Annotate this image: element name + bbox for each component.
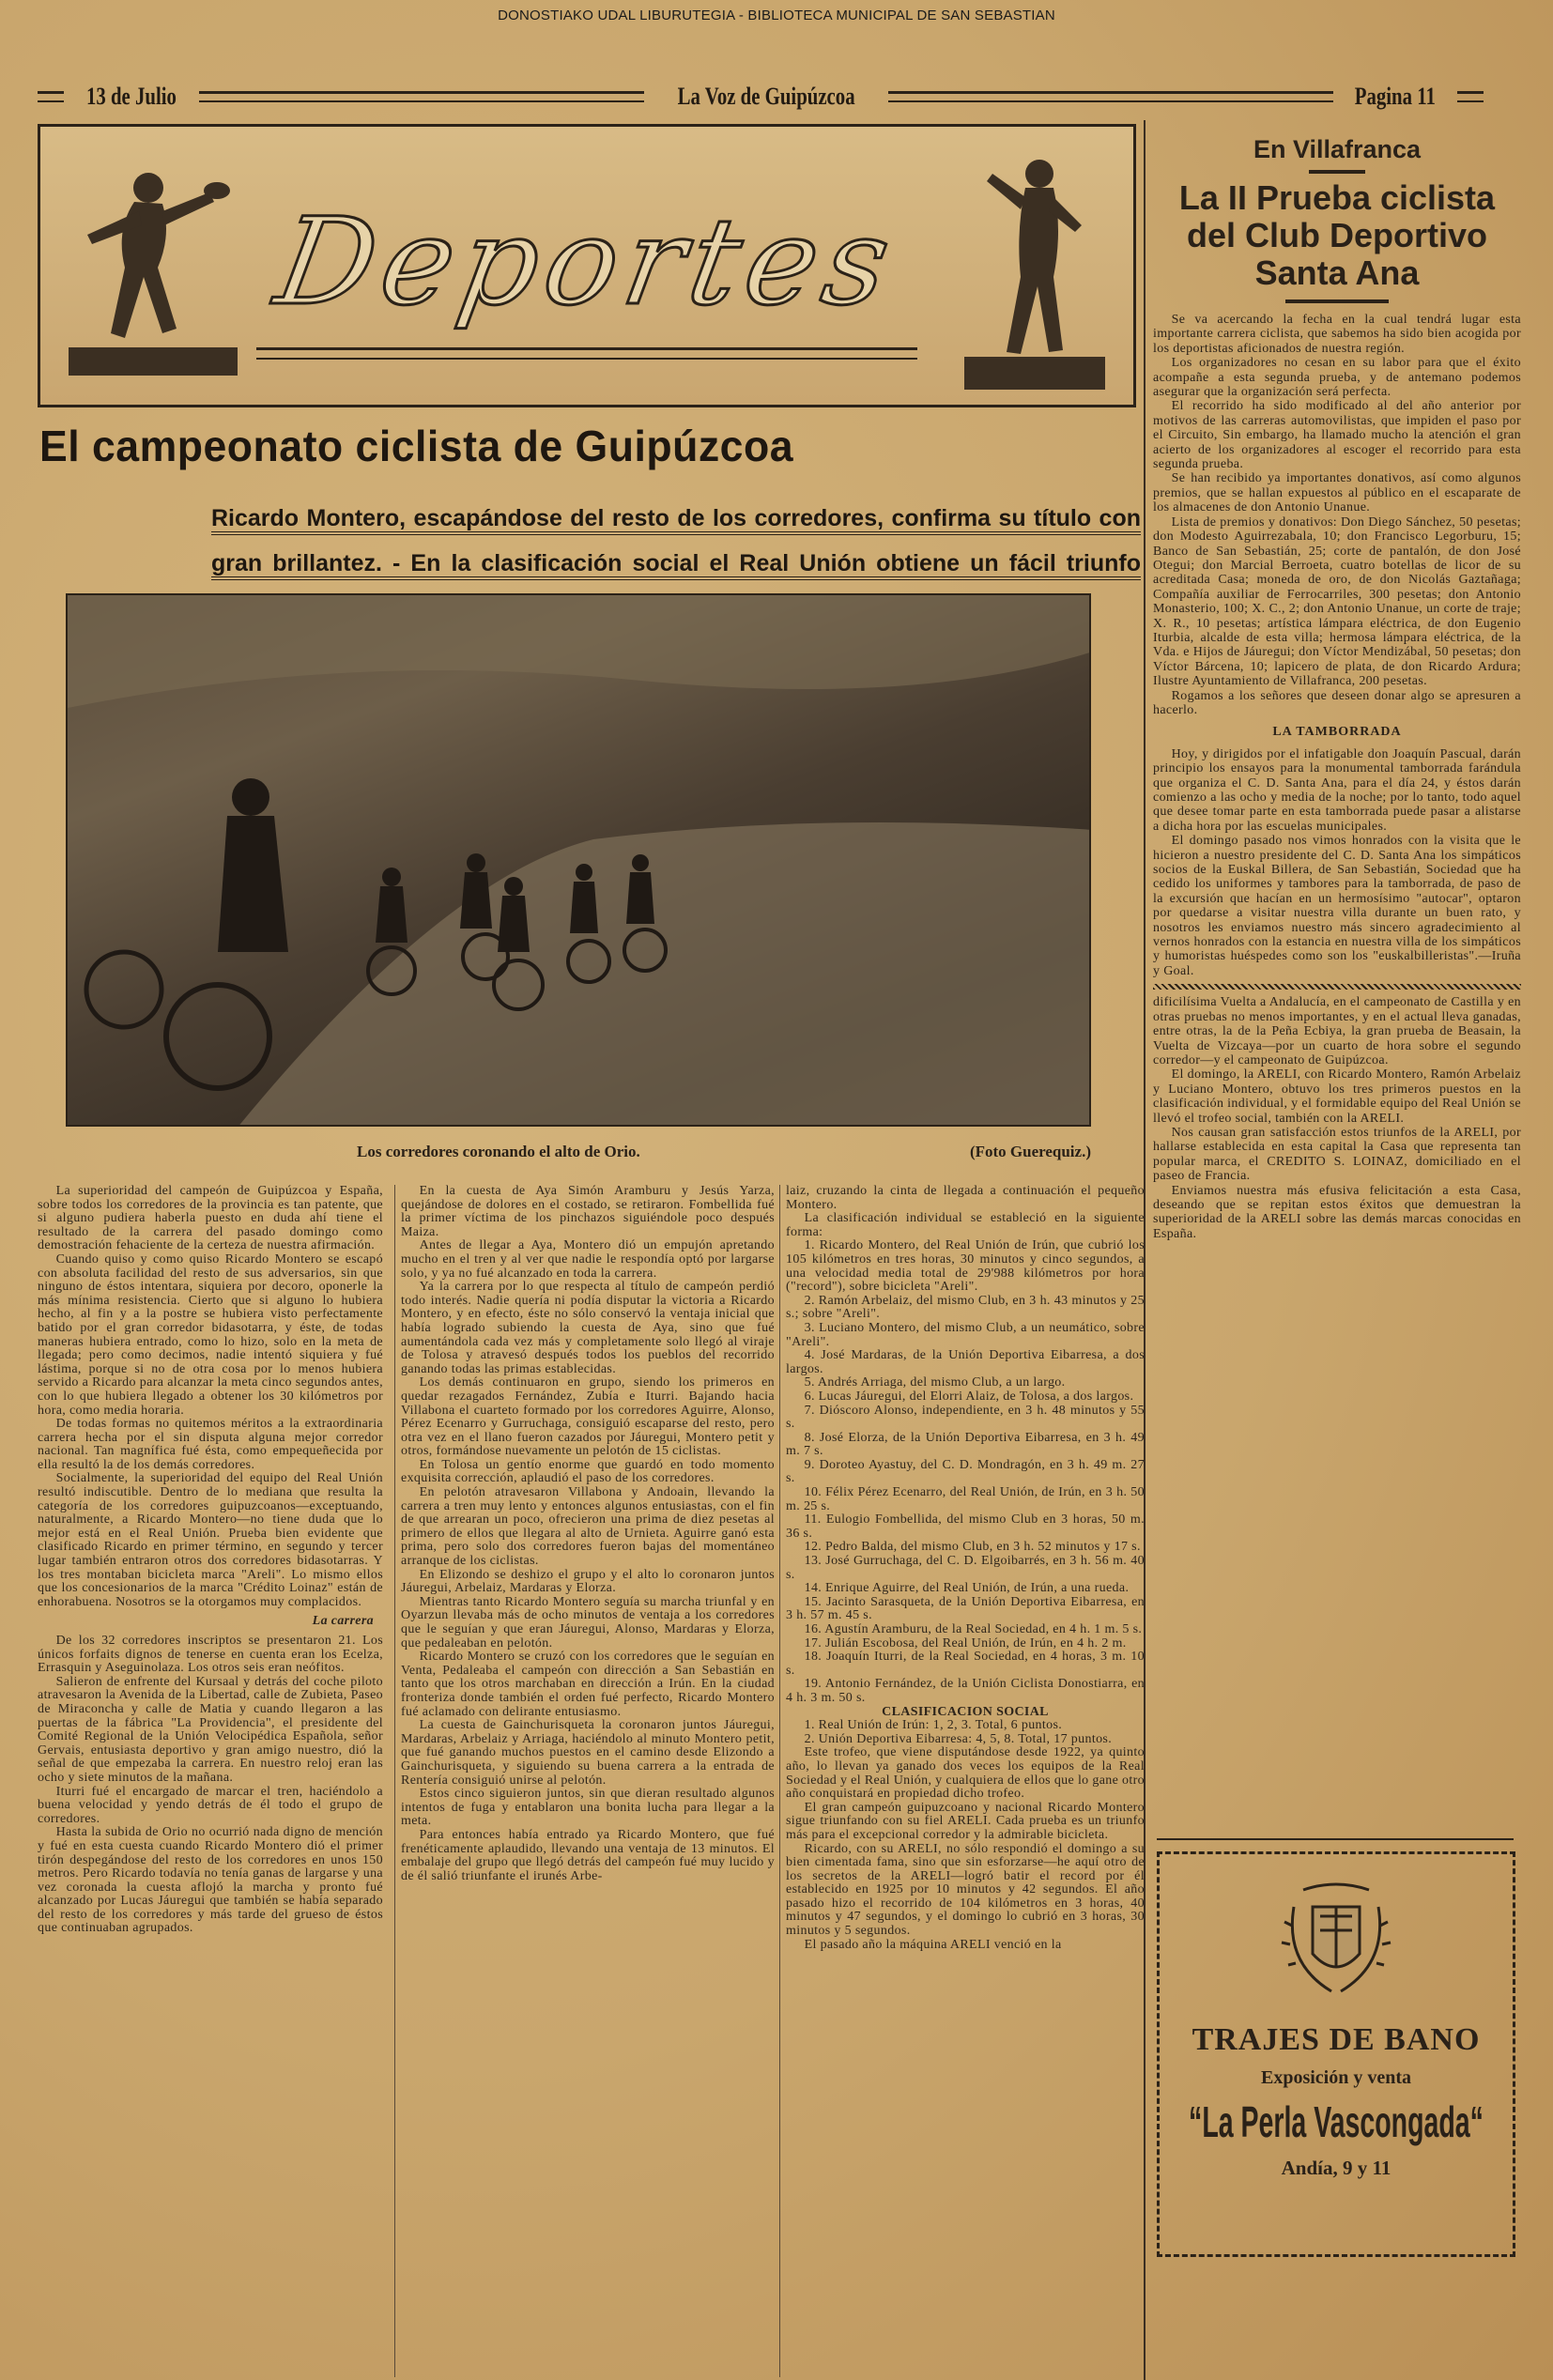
classification-item: 5. Andrés Arriaga, del mismo Club, a un largo. bbox=[804, 1375, 1066, 1390]
deportes-banner bbox=[38, 124, 1136, 407]
advertisement-box bbox=[1157, 1851, 1515, 2257]
paragraph: Nos causan gran satisfacción estos triunfos de la ARELI, por hallarse establecida en esta capital la Casa que representa tan popular marca, el CREDITO S. LOINAZ, domiciliado en el paseo de Francia. bbox=[1153, 1125, 1521, 1184]
paragraph: El pasado año la máquina ARELI venció en la bbox=[804, 1937, 1062, 1952]
discus-thrower-icon bbox=[59, 146, 247, 390]
ad-brand: “La Perla Vascongada“ bbox=[1189, 2097, 1484, 2146]
photo-credit: (Foto Guerequiz.) bbox=[969, 1143, 1091, 1160]
masthead bbox=[38, 83, 1484, 111]
masthead-newspaper: La Voz de Guipúzcoa bbox=[677, 83, 855, 110]
cyclists-photo-icon bbox=[68, 595, 1091, 1127]
side-article bbox=[1153, 122, 1521, 1241]
individual-classification-list bbox=[786, 1239, 1145, 1705]
side-body bbox=[1153, 313, 1521, 1241]
subheadline-text: Ricardo Montero, escapándose del resto de los corredores, confirma su título con gran brillantez. - En la clasificación social el Real Unión obtiene un fácil triunfo bbox=[211, 505, 1141, 580]
classification-item: 8. José Elorza, de la Unión Deportiva Eibarresa, en 3 h. 49 m. 7 s. bbox=[786, 1430, 1145, 1459]
classification-item: 7. Dióscoro Alonso, independiente, en 3 h. 48 minutos y 55 s. bbox=[786, 1403, 1145, 1432]
classification-item: 14. Enrique Aguirre, del Real Unión, de Irún, a una rueda. bbox=[804, 1581, 1130, 1596]
classification-item: 16. Agustín Aramburu, de la Real Sociedad, en 4 h. 1 m. 5 s. bbox=[804, 1622, 1143, 1636]
paragraph: El recorrido ha sido modificado al del año anterior por motivos de las carreras automovilistas, que impiden el paso por el Circuito, Sin embargo, ha llamado mucho la atención el gran acierto de los organizadores al escoger el recorrido para esta segunda prueba. bbox=[1153, 399, 1521, 472]
coat-of-arms-icon bbox=[1160, 1879, 1513, 2005]
classification-item: 6. Lucas Jáuregui, del Elorri Alaiz, de Tolosa, a dos largos. bbox=[804, 1389, 1134, 1404]
classification-item: 2. Ramón Arbelaiz, del mismo Club, en 3 h. 43 minutos y 25 s.; sobre "Areli". bbox=[786, 1293, 1145, 1322]
classification-item: 3. Luciano Montero, del mismo Club, a un neumático, sobre "Areli". bbox=[786, 1320, 1145, 1349]
classification-item: 10. Félix Pérez Ecenarro, del Real Unión, de Irún, en 3 h. 50 m. 25 s. bbox=[786, 1485, 1145, 1513]
paragraph: Se va acercando la fecha en la cual tendrá lugar esta importante carrera ciclista, que sabemos ha sido bien acogida por los deportistas aficionados de nuestra región. bbox=[1153, 313, 1521, 356]
article-column-2 bbox=[394, 1185, 775, 2377]
banner-underline bbox=[256, 347, 917, 360]
paragraph: El domingo, la ARELI, con Ricardo Montero, Ramón Arbelaiz y Luciano Montero, obtuvo los tres primeros puestos en la clasificación individual, y el formidable equipo del Real Unión se llevó el trofeo social, también con la ARELI. bbox=[1153, 1067, 1521, 1126]
classification-item: 18. Joaquín Iturri, de la Real Sociedad, en 4 horas, 3 m. 10 s. bbox=[786, 1650, 1145, 1678]
main-headline: El campeonato ciclista de Guipúzcoa bbox=[39, 422, 793, 470]
masthead-rule bbox=[38, 91, 64, 102]
paragraph: Lista de premios y donativos: Don Diego Sánchez, 50 pesetas; don Modesto Aguirrezabala, 10; don Francisco Legorburu, 15; Banco de San Sebastián, 25; corte de pantalón, de don José Otegui; don Marcial Berroeta, cuatro botellas de licor de su acreditada Casa; moneda de oro, de don Nicolás Gaztañaga; Compañía auxiliar de Ferrocarriles, 300 pesetas; don Antonio Monasterio, 100; X. C., 2; don Antonio Unanue, un corte de traje; X. R., 10 pesetas; artística lámpara eléctrica, de don Eugenio Iturbia, alcalde de esta villa; hermosa lámpara eléctrica, de la Vda. e Hijos de Jáuregui; don Víctor Mendizábal, 50 pesetas; don Víctor Bárcena, 10; lapicero de plata, de don Ricardo Ardura; Ilustre Ayuntamiento de Villafranca, 200 pesetas. bbox=[1153, 514, 1521, 689]
classification-item: 4. José Mardaras, de la Unión Deportiva Eibarresa, a dos largos. bbox=[786, 1348, 1145, 1376]
paragraph: Cuando quiso y como quiso Ricardo Montero se escapó con absoluta facilidad del resto de sus adversarios, sin que ninguno de éstos intentara, siquiera por decoro, oponerle la más mínima resistencia. Cierto que si alguno lo hubiera hecho, al fin y a la postre se hubiera visto perfectamente batido por el gran corredor bidasotarra, y éste, de todas maneras hubiera entrado, como lo hizo, solo en la meta de llegada; pero como decimos, nadie intentó siquiera y fué lástima, porque si no de otra cosa por lo menos hubiera servido a Ricardo para alcanzar la meta cinco segundos antes, con lo que hubiera llegado a obtener los 30 kilómetros por hora, como media horaria. bbox=[38, 1251, 383, 1418]
paragraph: Este trofeo, que viene disputándose desde 1922, ya quinto año, lo llevan ya ganado dos veces los equipos de la Real Sociedad y el Real Unión, y cualquiera de ellos que lo gane otro año conquistará en propiedad dicho trofeo. bbox=[786, 1745, 1145, 1802]
paragraph: Ricardo, con su ARELI, no sólo respondió el domingo a su bien cimentada fama, sino que sin esforzarse—he aquí otro de los secretos de la ARELI—logró batir el record por él establecido en 1925 por 10 minutos y 42 segundos. El año pasado hizo el recorrido de 104 kilómetros en 3 horas, 40 minutos y 47 segundos, y el domingo lo cubrió en 3 horas, 30 minutos y 5 segundos. bbox=[786, 1841, 1145, 1939]
classification-item: 9. Doroteo Ayastuy, del C. D. Mondragón, en 3 h. 49 m. 27 s. bbox=[786, 1457, 1145, 1486]
side-headline: La II Prueba ciclista del Club Deportivo Santa Ana bbox=[1178, 178, 1496, 292]
classification-item: 19. Antonio Fernández, de la Unión Ciclista Donostiarra, en 4 h. 3 m. 50 s. bbox=[786, 1677, 1145, 1705]
classification-item: 12. Pedro Balda, del mismo Club, en 3 h. 52 minutos y 17 s. bbox=[804, 1540, 1141, 1555]
race-photo bbox=[66, 593, 1091, 1127]
article-column-1 bbox=[38, 1185, 383, 2377]
section-label: La carrera bbox=[312, 1614, 374, 1629]
paragraph: En Elizondo se deshizo el grupo y el alto lo coronaron juntos Jáuregui, Arbelaiz, Mardaras y Elorza. bbox=[401, 1567, 775, 1596]
main-subheadline bbox=[211, 496, 1141, 586]
wavy-divider bbox=[1153, 984, 1521, 990]
classification-item: 13. José Gurruchaga, del C. D. Elgoibarrés, en 3 h. 56 m. 40 s. bbox=[786, 1554, 1145, 1582]
paragraph: El gran campeón guipuzcoano y nacional Ricardo Montero sigue triunfando con su fiel ARELI. Cada prueba es un triunfo más para el excepcional corredor y la admirable bicicleta. bbox=[786, 1800, 1145, 1842]
paragraph: La superioridad del campeón de Guipúzcoa y España, sobre todos los corredores de la provincia es tan patente, que si alguno pudiera haberla puesto en duda ahí tiene el resultado de la carrera del pasado domingo como demostración fehaciente de la certeza de nuestra afirmación. bbox=[38, 1185, 383, 1253]
divider bbox=[1285, 299, 1389, 303]
paragraph: Iturri fué el encargado de marcar el tren, haciéndolo a buena velocidad y yendo detrás de él todo el grupo de corredores. bbox=[38, 1784, 383, 1826]
paragraph: Para entonces había entrado ya Ricardo Montero, que fué frenéticamente aplaudido, llevando una ventaja de 13 minutos. El embalaje del grupo que llegó detrás del campeón fué muy lucido y de él salió triunfante el irunés Arbe- bbox=[401, 1827, 775, 1883]
classification-item: 1. Real Unión de Irún: 1, 2, 3. Total, 6 puntos. bbox=[804, 1718, 1063, 1733]
paragraph: Enviamos nuestra más efusiva felicitación a esta Casa, deseando que se repitan estos éxitos que demuestran la superioridad de la ARELI sobre las demás marcas conocidas en España. bbox=[1153, 1183, 1521, 1241]
banner-title: Deportes bbox=[267, 192, 907, 332]
classification-item: 11. Eulogio Fombellida, del mismo Club en 3 horas, 50 m. 36 s. bbox=[786, 1512, 1145, 1541]
paragraph: La cuesta de Gainchurisqueta la coronaron juntos Jáuregui, Mardaras, Arbelaiz y Arriaga, haciéndolo al minuto Montero petit, que fué ganando muchos puestos en el camino desde Elizondo a Gainchurisqueta, y siguiendo su buena carrera a la entrada de Rentería consiguió unirse al pelotón. bbox=[401, 1718, 775, 1788]
paragraph: En pelotón atravesaron Villabona y Andoain, llevando la carrera a tren muy lento y entonces algunos entusiastas, con el fin de que arrearan un poco, ofrecieron una prima de diez pesetas al primero de ellos que llegara al alto de Urnieta. Aguirre ganó esta prima, pero solo dos corredores fueron bajas del momentáneo arranque de los ciclistas. bbox=[401, 1485, 775, 1569]
masthead-page: Pagina 11 bbox=[1355, 83, 1437, 110]
paragraph: Los demás continuaron en grupo, siendo los primeros en quedar rezagados Fernández, Zubía e Iturri. Bajando hacia Villabona el cuarteto formado por los corredores Aguirre, Alonso, Pérez Ecenarro y Gurruchaga, consiguió escaparse del resto, pero otra vez en el llano fueron cazados por Jáuregui, Montero petit y otros, formándose nuevamente un pelotón de 15 ciclistas. bbox=[401, 1375, 775, 1459]
paragraph: El domingo pasado nos vimos honrados con la visita que le hicieron a nuestro presidente del C. D. Santa Ana los simpáticos socios de la Euskal Billera, de San Sebastián, Sociedad que ha cedido los uniformes y tambores para la tamborrada, de paso de la excursión que hacían en un hermosísimo "autocar", optaron por quedarse a visitar nuestra villa durante un buen rato, y nosotros les enviamos nuestro más sincero agradecimiento al vernos honrados con la estancia en nuestra villa de los simpáticos y humoristas huéspedes como son los "euskalbilleristas".—Iruña y Goal. bbox=[1153, 834, 1521, 978]
article-column-3 bbox=[779, 1185, 1145, 2377]
ad-title: TRAJES DE BANO bbox=[1192, 2022, 1481, 2057]
paragraph: Estos cinco siguieron juntos, sin que dieran resultado algunos intentos de fuga y entablaron una bonita lucha para llegar a la meta. bbox=[401, 1787, 775, 1829]
masthead-date: 13 de Julio bbox=[85, 83, 177, 110]
classification-item: 17. Julián Escobosa, del Real Unión, de Irún, en 4 h. 2 m. bbox=[804, 1635, 1127, 1651]
masthead-rule bbox=[1457, 91, 1484, 102]
paragraph: Los organizadores no cesan en su labor para que el éxito acompañe a esta segunda prueba, y de antemano podemos asegurar que la organización será perfecta. bbox=[1153, 356, 1521, 400]
masthead-rule bbox=[888, 91, 1333, 102]
classification-item: 1. Ricardo Montero, del Real Unión de Irún, que cubrió los 105 kilómetros en tres horas, 30 minutos y cinco segundos, a una velocidad media total de 29'988 kilómetros por hora ("record"), sobre bicicleta "Areli". bbox=[786, 1238, 1145, 1295]
ad-subtitle: Exposición y venta bbox=[1260, 2067, 1412, 2088]
classification-item: 2. Unión Deportiva Eibarresa: 4, 5, 8. Total, 17 puntos. bbox=[804, 1731, 1113, 1746]
paragraph: laiz, cruzando la cinta de llegada a continuación el pequeño Montero. bbox=[786, 1185, 1145, 1212]
paragraph: Mientras tanto Ricardo Montero seguía su marcha triunfal y en Oyarzun llevaba más de ocho minutos de ventaja a los corredores que le seguían y que eran Jáuregui, Alonso, Mardaras y Elorza, que pedaleaban en pelotón. bbox=[401, 1594, 775, 1651]
paragraph: En la cuesta de Aya Simón Aramburu y Jesús Yarza, quejándose de dolores en el costado, se retiraron. Fombellida fué la primer víctima de los pinchazos siguiéndole poco después Maiza. bbox=[401, 1185, 775, 1239]
divider bbox=[1309, 170, 1365, 174]
paragraph: Hasta la subida de Orio no ocurrió nada digno de mención y fué en esta cuesta cuando Ricardo Montero dió el primer tirón despegándose del resto de los corredores en unos 150 metros. Pero Ricardo todavía no tenía ganas de largarse y una vez coronada la cuesta aflojó la marcha y pronto fué alcanzado por Lucas Jáuregui que también se había separado del resto de los corredores y más tarde del grueso de éstos que continuaban agrupados. bbox=[38, 1825, 383, 1936]
archive-header: DONOSTIAKO UDAL LIBURUTEGIA - BIBLIOTECA MUNICIPAL DE SAN SEBASTIAN bbox=[498, 8, 1055, 23]
paragraph: De todas formas no quitemos méritos a la extraordinaria carrera hecha por el sin disputa alguna mejor corredor nacional. Tan magnífica fué ésta, como empequeñecida por ella resultó la de los demás corredores. bbox=[38, 1417, 383, 1472]
paragraph: En Tolosa un gentío enorme que guardó en todo momento exquisita corrección, aplaudió el paso de los corredores. bbox=[401, 1457, 775, 1486]
photo-caption: Los corredores coronando el alto de Orio. bbox=[357, 1143, 640, 1160]
paragraph: La clasificación individual se estableció en la siguiente forma: bbox=[786, 1211, 1145, 1239]
social-classification-label: CLASIFICACION SOCIAL bbox=[882, 1704, 1049, 1719]
paragraph: Salieron de enfrente del Kursaal y detrás del coche piloto atravesaron la Avenida de la Libertad, calle de Zubieta, Paseo de Miraconcha y calle de Matia y cuando llegaron a las puertas de la fábrica "La Providencia", el presidente del Comité Regional de la Unión Velocipédica Española, señor Gervais, entusiasta deportivo y gran amigo nuestro, dió la señal de que empezaba la carrera. En nuestro reloj eran las ocho y siete minutos de la mañana. bbox=[38, 1674, 383, 1785]
paragraph: Ricardo Montero se cruzó con los corredores que le seguían en Venta, Pedaleaba el campeón con dirección a San Sebastián en tanto que los otros marchaban en dirección a Irún. En la ciudad fronteriza donde también el orden fué perfecto, Ricardo Montero fué aclamado con delirante entusiasmo. bbox=[401, 1650, 775, 1719]
side-kicker: En Villafranca bbox=[1253, 135, 1422, 163]
paragraph: dificilísima Vuelta a Andalucía, en el campeonato de Castilla y en otras pruebas no menos importantes, y en el actual lleva ganadas, entre otras, la de la Peña Ecbiya, la gran prueba de Beasain, la Vuelta de Vizcaya—por un cuarto de hora sobre el segundo corredor—y el campeonato de Guipúzcoa. bbox=[1153, 995, 1521, 1067]
paragraph: Rogamos a los señores que deseen donar algo se apresuren a hacerlo. bbox=[1153, 688, 1521, 717]
paragraph: Antes de llegar a Aya, Montero dió un empujón apretando mucho en el tren y al ver que nadie le respondía optó por largarse solo, y ya no fué alcanzado en toda la carrera. bbox=[401, 1238, 775, 1281]
divider bbox=[1157, 1838, 1514, 1840]
paragraph: Socialmente, la superioridad del equipo del Real Unión resultó indiscutible. Dentro de lo mediana que resulta la categoría de los corredores guipuzcoanos—exceptuando, naturalmente, a Ricardo Montero—no tiene duda que lo mejor está en el Real Unión. Prueba bien evidente que clasificado Ricardo en primer término, en segundo y tercer lugar también entraron otros dos corredores bidasotarras. Y los tres montaban bicicleta marca "Areli". Lo mismo ellos que los concesionarios de la marca "Crédito Loinaz" están de enhorabuena. Nosotros se la otorgamos muy complacidos. bbox=[38, 1471, 383, 1609]
paragraph: De los 32 corredores inscriptos se presentaron 21. Los únicos forfaits dignos de tenerse en cuenta eran los Ecelza, Errasquin y Aseguinolaza. Los otros seis eran neófitos. bbox=[38, 1634, 383, 1676]
classification-item: 15. Jacinto Sarasqueta, de la Unión Deportiva Eibarresa, en 3 h. 57 m. 45 s. bbox=[786, 1594, 1145, 1623]
tamborrada-heading: LA TAMBORRADA bbox=[1272, 725, 1402, 740]
paragraph: Se han recibido ya importantes donativos, así como algunos premios, que se hallan expuestos al público en el escaparate de los almacenes de don Antonio Unanue. bbox=[1153, 471, 1521, 515]
ad-address: Andía, 9 y 11 bbox=[1281, 2157, 1392, 2179]
paragraph: Hoy, y dirigidos por el infatigable don Joaquín Pascual, darán principio los ensayos para la monumental tamborrada farándula que organiza el C. D. Santa Ana, para el día 24, y éstos darán comienzo a las ocho y media de la noche; por lo tanto, todo aquel que desee tomar parte en esta tamborrada puede pasar a alistarse a dicha hora por las escuelas municipales. bbox=[1153, 746, 1521, 834]
masthead-rule bbox=[199, 91, 644, 102]
paragraph: Ya la carrera por lo que respecta al título de campeón perdió todo interés. Nadie quería ni podía disputar la victoria a Ricardo Montero, y en efecto, éste no sólo conservó la ventaja inicial que había logrado subiendo la cuesta de Aya, sino que fué aumentándola cada vez más y completamente solo llegó al viraje de Tolosa y atravesó después todos los pueblos del recorrido ganando todas las primas establecidas. bbox=[401, 1280, 775, 1376]
athlete-statue-icon bbox=[927, 136, 1115, 394]
